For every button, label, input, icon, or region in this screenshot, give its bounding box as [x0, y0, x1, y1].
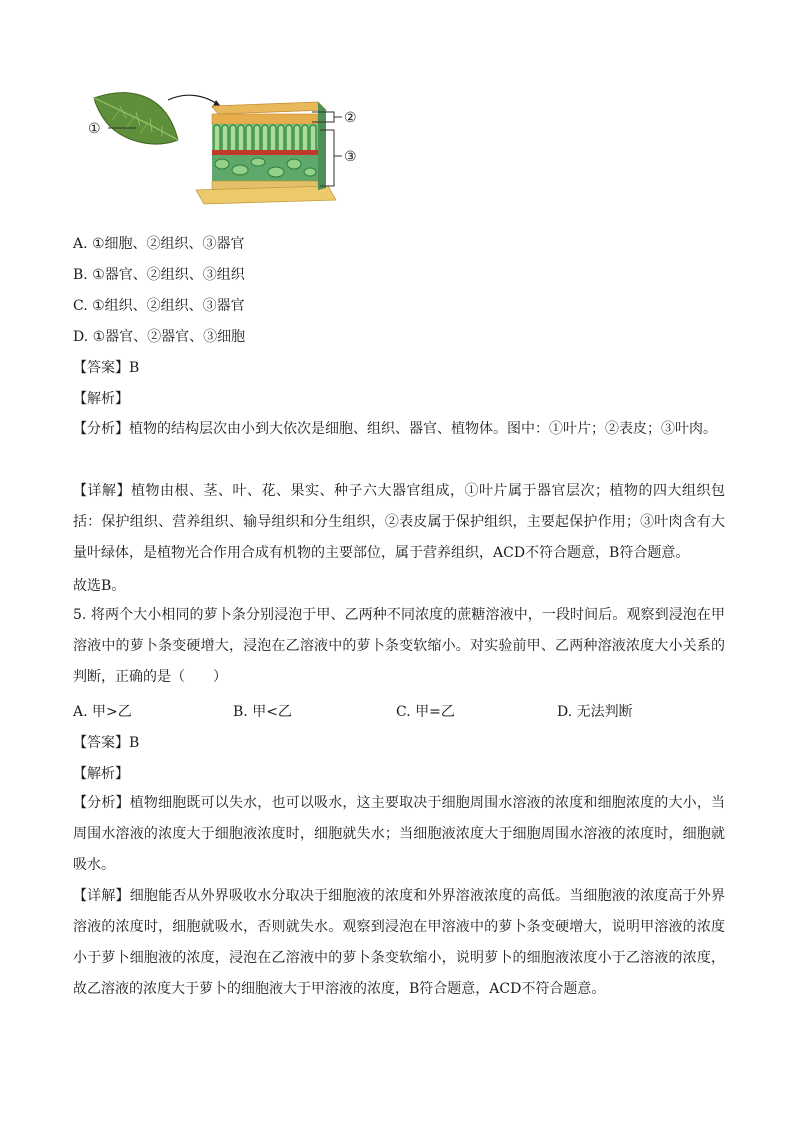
q4-conclusion: 故选B。	[73, 578, 126, 594]
q5-option-a: A. 甲>乙	[73, 704, 132, 720]
q4-fenxi: 【分析】植物的结构层次由小到大依次是细胞、组织、器官、植物体。图中：①叶片；②表皮；③叶肉。	[73, 421, 717, 437]
q4-analysis-label: 【解析】	[73, 391, 129, 407]
q5-xiangjie: 【详解】细胞能否从外界吸收水分取决于细胞液的浓度和外界溶液浓度的高低。当细胞液的浓度高于外界溶液的浓度时，细胞就吸水，否则就失水。观察到浸泡在甲溶液中的萝卜条变硬增大，说明甲溶液的浓度小于萝卜细胞液的浓度，浸泡在乙溶液中的萝卜条变软缩小，说明萝卜的细胞液浓度小于乙溶液的浓度，故乙溶液的浓度大于萝卜的细胞液大于甲溶液的浓度，B符合题意，ACD不符合题意。	[73, 888, 725, 997]
label-2: ②	[344, 110, 357, 126]
q5-fenxi: 【分析】植物细胞既可以失水，也可以吸水，这主要取决于细胞周围水溶液的浓度和细胞浓度的大小，当周围水溶液的浓度大于细胞液浓度时，细胞就失水；当细胞液浓度大于细胞周围水溶液的浓度时，细胞就吸水。	[73, 795, 725, 873]
leaf-cross-section-icon	[196, 102, 336, 204]
q4-answer: 【答案】B	[73, 360, 140, 376]
q4-option-c: C. ①组织、②组织、③器官	[73, 298, 245, 314]
q4-xiangjie: 【详解】植物由根、茎、叶、花、果实、种子六大器官组成，①叶片属于器官层次；植物的四大组织包括：保护组织、营养组织、输导组织和分生组织，②表皮属于保护组织，主要起保护作用；③叶肉含有大量叶绿体，是植物光合作用合成有机物的主要部位，属于营养组织，ACD不符合题意，B符合题意。	[73, 483, 725, 561]
q5-stem: 5. 将两个大小相同的萝卜条分别浸泡于甲、乙两种不同浓度的蔗糖溶液中，一段时间后。观察到浸泡在甲溶液中的萝卜条变硬增大，浸泡在乙溶液中的萝卜条变软缩小。对实验前甲、乙两种溶液浓度大小关系的判断，正确的是（ ）	[73, 607, 725, 685]
q5-analysis-label: 【解析】	[73, 766, 129, 782]
leaf-diagram	[80, 84, 370, 214]
q4-option-d: D. ①器官、②器官、③细胞	[73, 329, 246, 345]
q5-answer: 【答案】B	[73, 735, 140, 751]
q4-option-a: A. ①细胞、②组织、③器官	[73, 236, 245, 252]
q5-option-c: C. 甲=乙	[396, 704, 455, 720]
leaf-icon	[94, 93, 178, 144]
q5-option-d: D. 无法判断	[557, 704, 633, 720]
q4-option-b: B. ①器官、②组织、③组织	[73, 267, 245, 283]
label-3: ③	[344, 149, 357, 165]
label-1: ①	[88, 121, 101, 137]
leaf-structure-figure	[80, 84, 370, 214]
q5-option-b: B. 甲<乙	[233, 704, 292, 720]
